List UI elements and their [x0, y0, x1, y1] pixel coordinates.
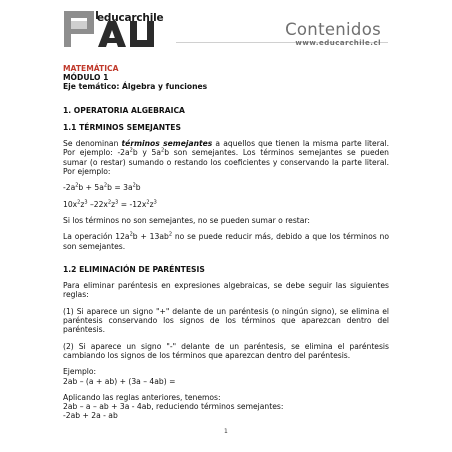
example-label: Ejemplo: — [63, 367, 97, 377]
apply-label: Aplicando las reglas anteriores, tenemos: — [63, 392, 221, 402]
header-url: www.educarchile.cl — [295, 39, 381, 47]
paragraph-rule-2: (2) Si aparece un signo "-" delante de un paréntesis, se elimina el paréntesis cambiando los signos de los términos que aparezcan dentro del paréntesis. — [63, 341, 389, 360]
paragraph-rules-intro: Para eliminar paréntesis en expresiones algebraicas, se debe seguir las siguientes reglas: — [63, 281, 389, 300]
paragraph-not-similar: Si los términos no son semejantes, no se pueden sumar o restar: — [63, 215, 310, 225]
section-heading-operatoria: 1. OPERATORIA ALGEBRAICA — [63, 105, 185, 115]
logo-wordmark: educarchile — [97, 12, 164, 24]
subject-block — [63, 64, 389, 92]
module-label: MÓDULO 1 — [63, 73, 109, 82]
emphasis-term: términos semejantes — [121, 139, 213, 149]
page-header — [0, 0, 452, 52]
example-formula-1: $-2a^2b + 5a^2b = 3a^2b$ — [63, 182, 141, 193]
paragraph-rule-1: (1) Si aparece un signo "+" delante de un paréntesis (o ningún signo), se elimina el paréntesis conservando los signos de los términos que aparezcan dentro del paréntesis. — [63, 306, 389, 335]
paragraph-definition: Se denominan términos semejantes a aquellos que tienen la misma parte literal. Por ejemplo: $-2a^2b$ y $5a^2b$ son semejantes. Los términos semejantes se pueden sumar (o restar) sumando o restando los coeficientes y conservando la parte literal. Por ejemplo: — [63, 139, 389, 177]
apply-expression: 2ab – a – ab + 3a - 4ab, reduciendo términos semejantes: — [63, 402, 284, 412]
result-expression: -2ab + 2a - ab — [63, 411, 118, 421]
example-expression: 2ab – (a + ab) + (3a – 4ab) = — [63, 376, 176, 386]
subject-title: MATEMÁTICA — [63, 64, 119, 73]
document-body — [63, 64, 389, 421]
page-number: 1 — [224, 428, 228, 435]
example-formula-2: $10x^2z^3$ $-22x^2z^3 = -12x^2z^3$ — [63, 199, 157, 209]
thematic-axis: Eje temático: Álgebra y funciones — [63, 82, 208, 92]
subsection-heading-terminos: 1.1 TÉRMINOS SEMEJANTES — [63, 122, 181, 132]
header-title: Contenidos — [285, 20, 381, 39]
paragraph-operation: La operación $12a^2b + 13ab^2$ no se puede reducir más, debido a que los términos no son semejantes. — [63, 231, 389, 251]
subsection-heading-parentesis: 1.2 ELIMINACIÓN DE PARÉNTESIS — [63, 264, 205, 274]
